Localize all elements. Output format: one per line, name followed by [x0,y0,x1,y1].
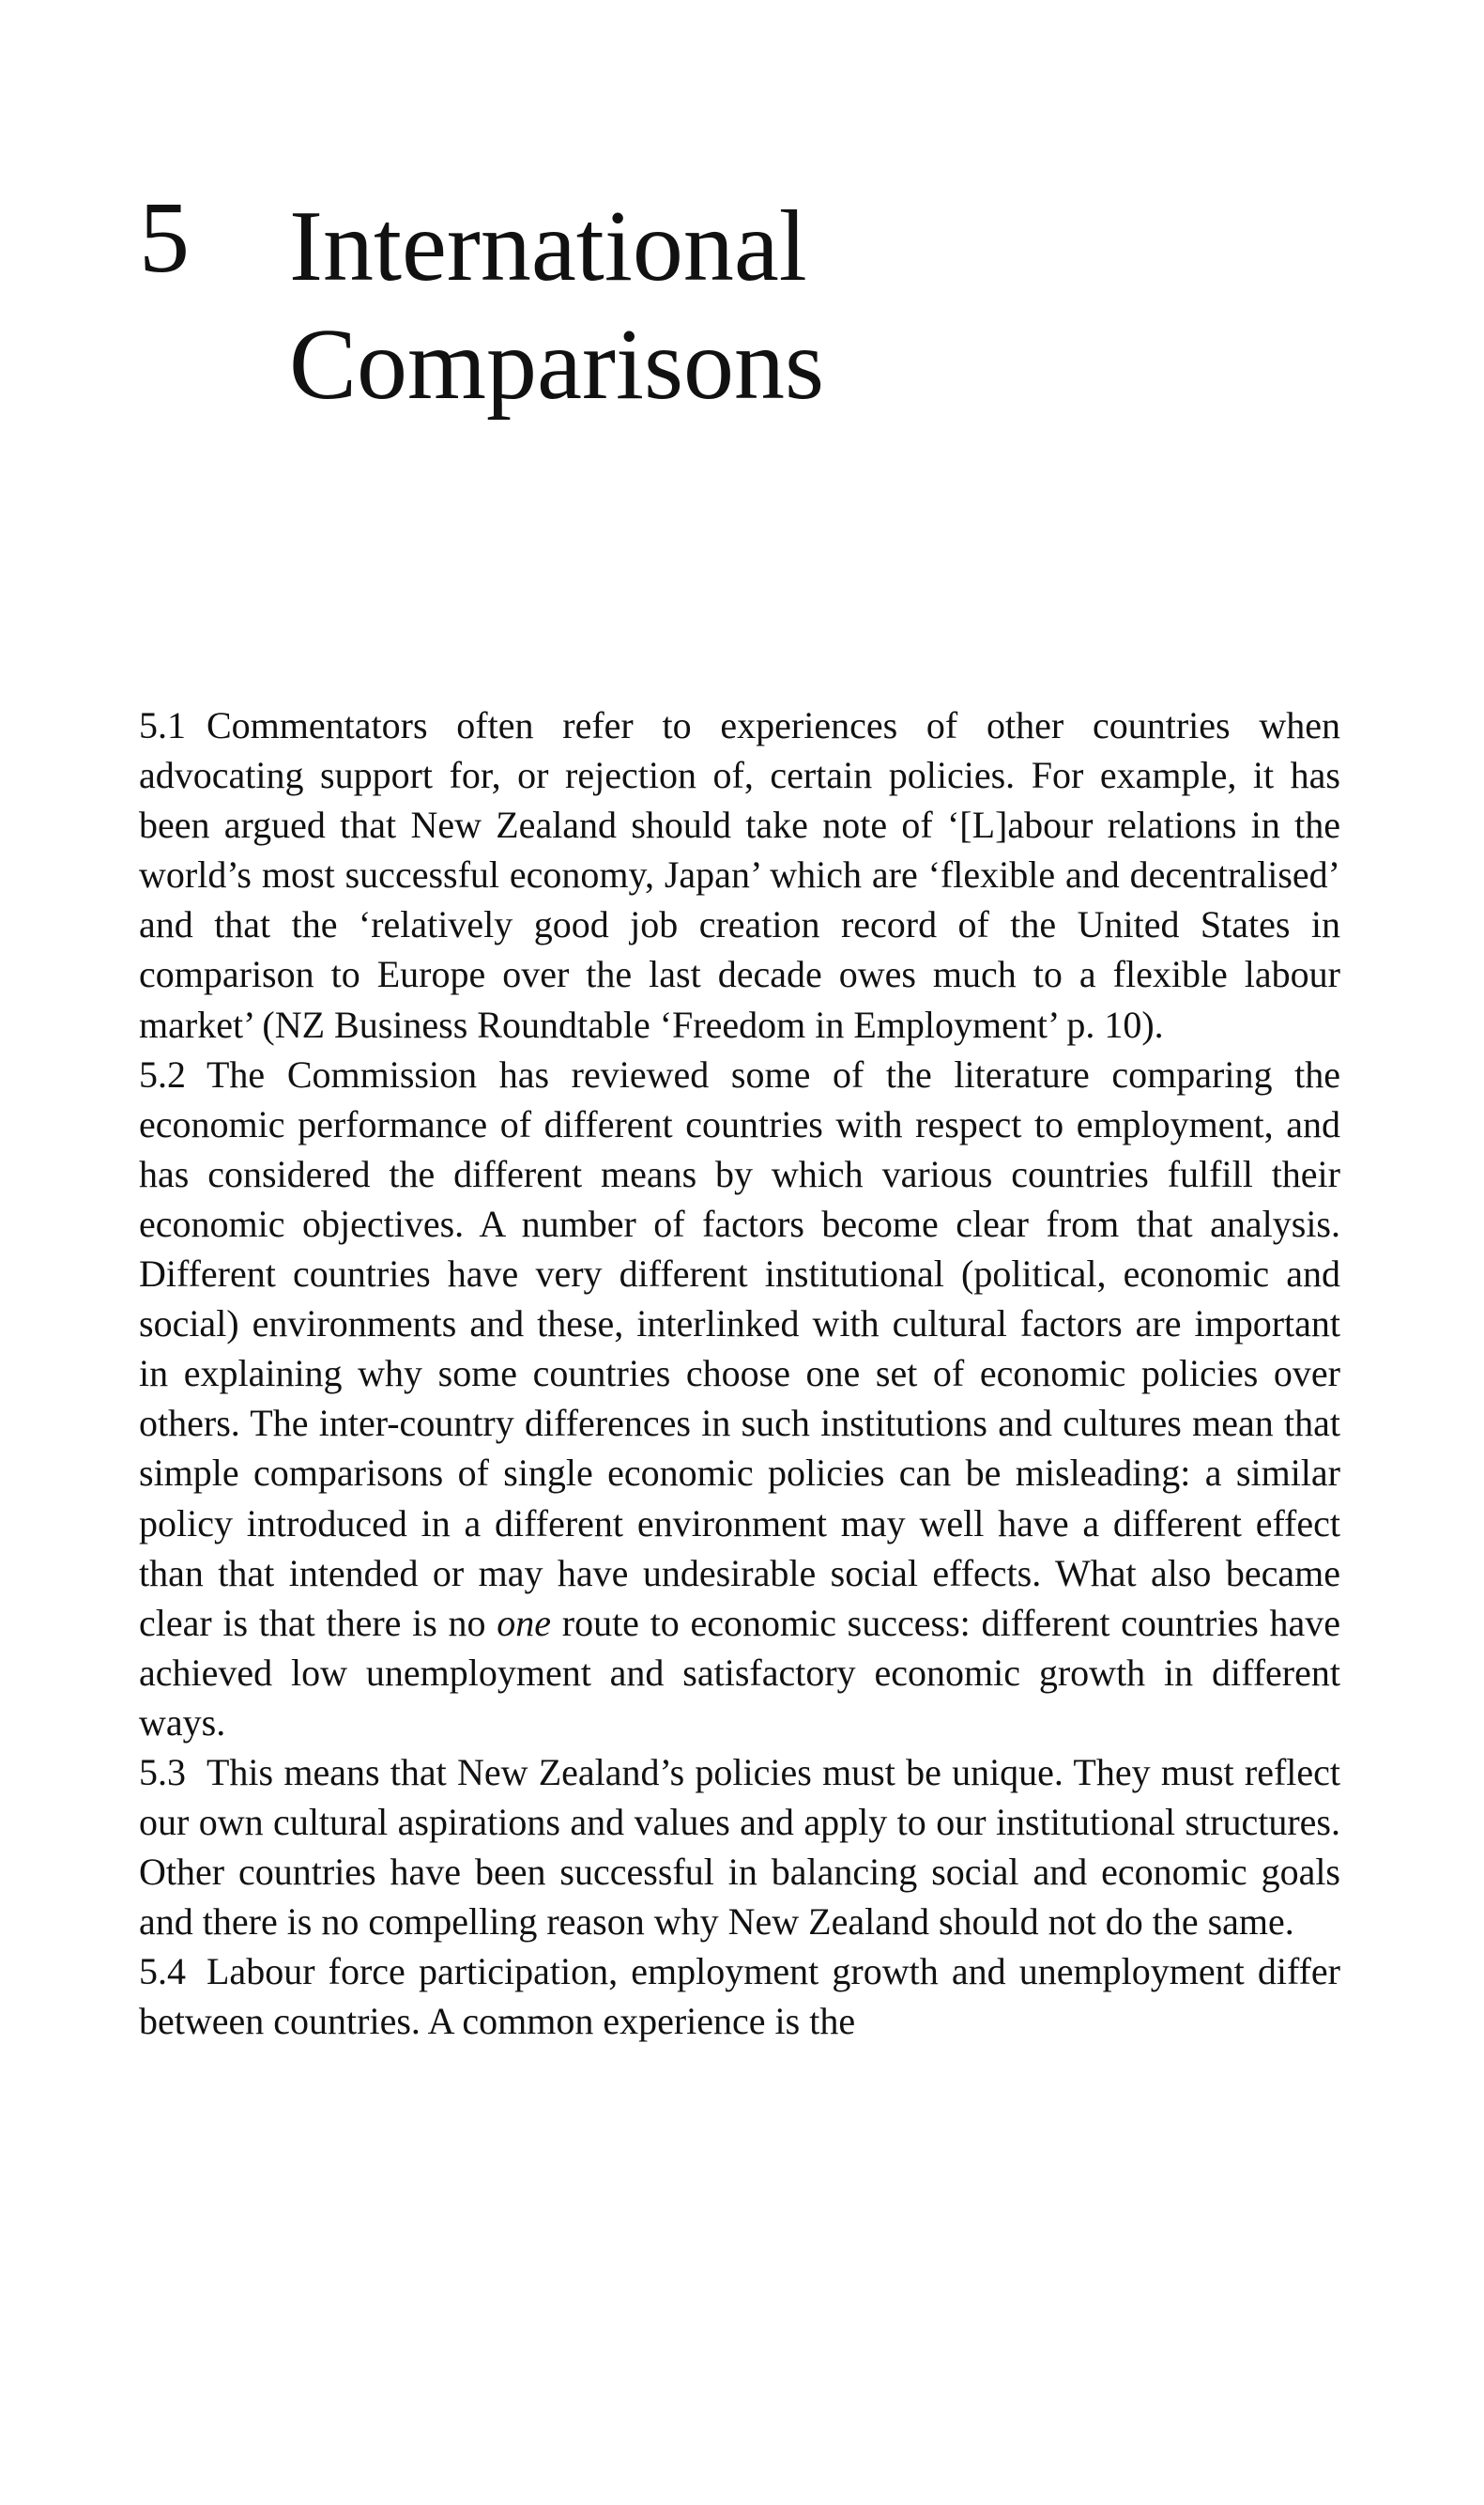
paragraph-5-2 [139,1050,1340,1747]
paragraph-number: 5.3 [139,1750,186,1793]
paragraph-number: 5.1 [139,704,186,746]
paragraph-number: 5.4 [139,1950,186,1993]
chapter-title [289,188,824,424]
paragraph-text: The Commission has reviewed some of the literature comparing the economic performance of different countries with respect to employment, and has considered the different means by which various countries fulfill their economic objectives. A number of factors become clear from that analysis. Different countries have very different institutional (political, economic and social) environments and these, interlinked with cultural factors are important in explaining why some countries choose one set of economic policies over others. The inter-country differences in such institutions and cultures mean that simple comparisons of single economic policies can be misleading: a similar policy introduced in a different environment may well have a different effect than that intended or may have undesirable social effects. What also became clear is that there is no [139,1053,1340,1644]
chapter-title-line-1: International [289,191,807,302]
paragraph-text-continued: route to economic success: different countries have achieved low unemployment and satisfactory economic growth in different ways. [139,1601,1340,1744]
paragraph-5-1 [139,700,1340,1050]
paragraph-text: Commentators often refer to experiences of other countries when advocating support for, or rejection of, certain policies. For example, it has been argued that New Zealand should take note of ‘[L]abour relations in the world’s most successful economy, Japan’ which are ‘flexible and decentralised’ and that the ‘relatively good job creation record of the United States in comparison to Europe over the last decade owes much to a flexible labour market’ (NZ Business Roundtable ‘Freedom in Employment’ p. 10). [139,704,1340,1046]
chapter-title-line-2: Comparisons [289,309,825,421]
paragraph-number: 5.2 [139,1053,186,1096]
paragraph-text: This means that New Zealand’s policies must be unique. They must reflect our own cultural aspirations and values and apply to our institutional structures. Other countries have been successful in balancing social and economic goals and there is no compelling reason why New Zealand should not do the same. [139,1750,1340,1944]
paragraph-5-4 [139,1946,1340,2046]
paragraph-5-3 [139,1747,1340,1946]
emphasized-word: one [497,1601,552,1644]
chapter-number: 5 [139,182,191,294]
body-text [139,700,1340,2047]
paragraph-text: Labour force participation, employment growth and unemployment differ between countries. A common experience is the [139,1950,1340,2043]
